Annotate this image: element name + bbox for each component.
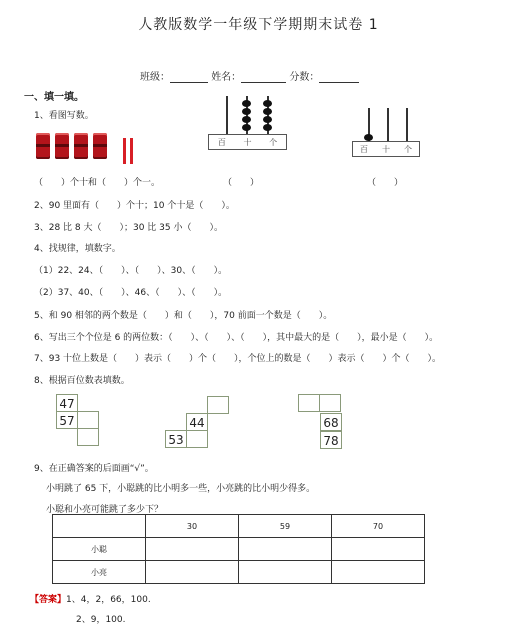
answer-table [52, 514, 425, 584]
q1-blank-a: （ ） [223, 178, 260, 188]
question-9-line-2: 小聪和小亮可能跳了多少下？ [46, 505, 164, 515]
section-heading: 一、填一填。 [24, 92, 84, 103]
abacus-base: 百 十 个 [352, 141, 420, 157]
grid-cell: 68 [320, 413, 342, 431]
grid-cell-blank [186, 430, 208, 448]
question-4-row-1: （1）22、24、（ ）、（ ）、30、（ ）。 [34, 266, 228, 276]
question-8: 8、根据百位数表填数。 [34, 376, 130, 386]
answer-line-2: 2、9，100. [76, 615, 126, 625]
table-header-cell: 59 [239, 515, 332, 538]
grid-cell-blank [77, 411, 99, 429]
grid-cell-blank [298, 394, 320, 412]
class-blank [170, 72, 208, 83]
grid-cell: 57 [56, 411, 78, 429]
question-5: 5、和 90 相邻的两个数是（ ）和（ ），70 前面一个数是（ ）。 [34, 311, 333, 321]
table-row [53, 561, 425, 584]
table-header-cell: 30 [146, 515, 239, 538]
grid-cell-blank [207, 396, 229, 414]
question-9-line-1: 小明跳了 65 下，小聪跳的比小明多一些，小亮跳的比小明少得多。 [46, 484, 316, 494]
row-label: 小亮 [53, 561, 146, 584]
bundle-of-ten [93, 133, 107, 159]
table-header-cell: 70 [332, 515, 425, 538]
bundle-of-ten [74, 133, 88, 159]
grid-cell: 53 [165, 430, 187, 448]
answer-line-1: 【答案】1、4，2，66，100. [30, 595, 151, 605]
score-label: 分数： [289, 72, 320, 83]
answer-tag: 【答案】 [30, 595, 67, 605]
table-row [53, 538, 425, 561]
grid-cell: 47 [56, 394, 78, 412]
q1-blank-b: （ ） [367, 178, 404, 188]
score-blank [319, 72, 359, 83]
question-1: 1、看图写数。 [34, 111, 94, 121]
page-title: 人教版数学一年级下学期期末试卷 1 [138, 17, 379, 33]
grid-cell-blank [77, 428, 99, 446]
row-label: 小聪 [53, 538, 146, 561]
single-stick [123, 138, 126, 164]
grid-cell-blank [319, 394, 341, 412]
grid-cell: 44 [186, 413, 208, 431]
q1-answer-line: （ ）个十和（ ）个一。 [34, 178, 161, 188]
single-stick [130, 138, 133, 164]
abacus-base: 百 十 个 [208, 134, 287, 150]
name-blank [241, 72, 286, 83]
name-label: 姓名： [211, 72, 242, 83]
grid-cell: 78 [320, 431, 342, 449]
bundle-of-ten [36, 133, 50, 159]
question-4-row-2: （2）37、40、（ ）、46、（ ）、（ ）。 [34, 288, 228, 298]
question-3: 3、28 比 8 大（ ）；30 比 35 小（ ）。 [34, 223, 223, 233]
class-label: 班级： [140, 72, 170, 83]
student-info [140, 68, 359, 83]
question-4: 4、找规律，填数字。 [34, 244, 121, 254]
bundle-of-ten [55, 133, 69, 159]
question-9: 9、在正确答案的后面画“√”。 [34, 464, 154, 474]
question-7: 7、93 十位上数是（ ）表示（ ）个（ ），个位上的数是（ ）表示（ ）个（ ）。 [34, 354, 442, 364]
question-6: 6、写出三个个位是 6 的两位数：（ ）、（ ）、（ ），其中最大的是（ ），最小是（ ）。 [34, 333, 439, 343]
table-header-row [53, 515, 425, 538]
question-2: 2、90 里面有（ ）个十；10 个十是（ ）。 [34, 201, 235, 211]
